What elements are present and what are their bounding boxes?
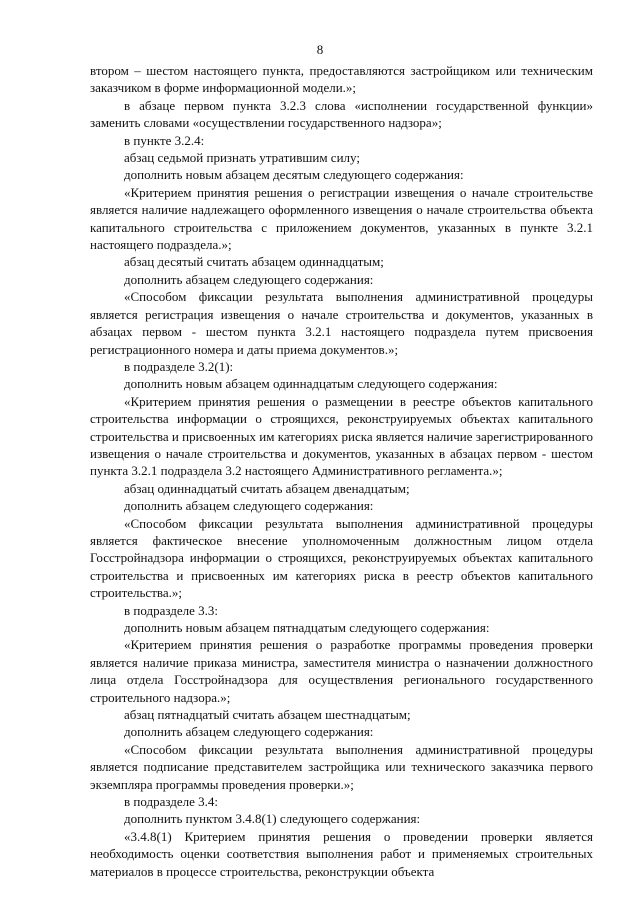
paragraph: в подразделе 3.4:	[124, 794, 219, 810]
paragraph: в подразделе 3.3:	[124, 602, 219, 618]
paragraph: в пункте 3.2.4:	[124, 132, 205, 148]
paragraph: «Способом фиксации результата выполнения административной процедуры является регистрация извещения о начале строительства и документов, указанных в абзацах первом - шестом пункта 3.2.1 настоящего подраздела путем присвоения регистрационного номера и даты приема документов.»;	[90, 289, 593, 357]
paragraph: «Способом фиксации результата выполнения административной процедуры является подписание представителем застройщика или технического заказчика первого экземпляра программы проведения проверки.»;	[90, 741, 593, 792]
paragraph: «Критерием принятия решения о регистрации извещения о начале строительстве является наличие надлежащего оформленного извещения о начале строительства объекта капитального строительства с приложением документов, указанных в пункте 3.2.1 настоящего подраздела.»;	[90, 184, 593, 253]
paragraph: «Критерием принятия решения о разработке программы проведения проверки является наличие приказа министра, заместителя министра о назначении должностного лица отдела Госстройнадзора для осуществления регионального государственного строительного надзора.»;	[90, 637, 593, 705]
paragraph: дополнить новым абзацем пятнадцатым следующего содержания:	[124, 620, 490, 635]
page-number: 8	[316, 42, 324, 57]
paragraph: абзац одиннадцатый считать абзацем двенадцатым;	[124, 480, 410, 496]
paragraph: дополнить абзацем следующего содержания:	[124, 724, 374, 740]
paragraph: абзац пятнадцатый считать абзацем шестнадцатым;	[124, 707, 411, 723]
paragraph: «Критерием принятия решения о размещении в реестре объектов капитального строительства информации о строящихся, реконструируемых объектах капитального строительства и присвоенных им категориях риска является наличие зарегистрированного извещения о начале строительства и документов, указанных в абзацах первом - шестом пункта 3.2.1 подраздела 3.2 настоящего Административного регламента.»;	[90, 393, 593, 479]
paragraph: дополнить абзацем следующего содержания:	[124, 498, 374, 514]
paragraph: абзац десятый считать абзацем одиннадцатым;	[124, 254, 384, 270]
paragraph: дополнить абзацем следующего содержания:	[124, 271, 374, 287]
paragraph: «3.4.8(1) Критерием принятия решения о проведении проверки является необходимость оценки соответствия выполнения работ и применяемых строительных материалов в процессе строительства, реконструкции объекта	[90, 828, 593, 879]
document-body	[90, 62, 593, 880]
paragraph: втором – шестом настоящего пункта, предоставляются застройщиком или техническим заказчиком в форме информационной модели.»;	[90, 63, 593, 96]
paragraph: в подразделе 3.2(1):	[124, 358, 234, 374]
paragraph: дополнить новым абзацем одиннадцатым следующего содержания:	[124, 376, 498, 392]
paragraph: «Способом фиксации результата выполнения административной процедуры является фактическое внесение уполномоченным должностным лицом отдела Госстройнадзора информации о строящихся, реконструируемых объектах капитального строительства и присвоенных им категориях риска в реестр объектов капитального строительства.»;	[90, 515, 593, 601]
paragraph: в абзаце первом пункта 3.2.3 слова «исполнении государственной функции» заменить словами «осуществлении государственного надзора»;	[90, 97, 593, 131]
paragraph: дополнить пунктом 3.4.8(1) следующего содержания:	[124, 811, 421, 827]
paragraph: абзац седьмой признать утратившим силу;	[124, 150, 360, 166]
paragraph: дополнить новым абзацем десятым следующего содержания:	[124, 167, 464, 183]
